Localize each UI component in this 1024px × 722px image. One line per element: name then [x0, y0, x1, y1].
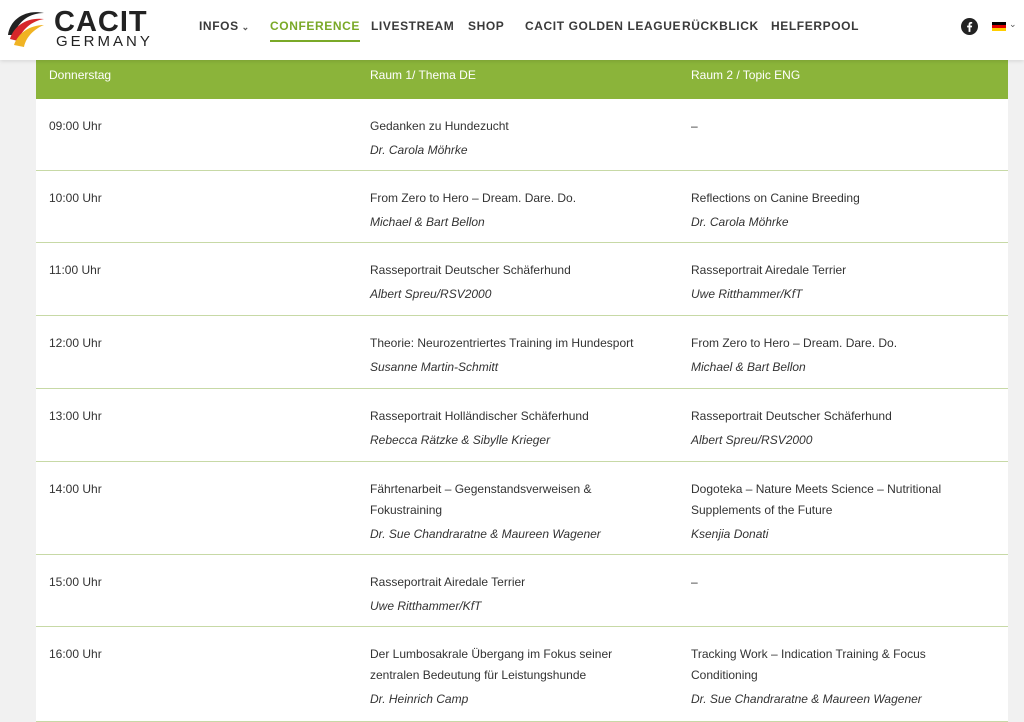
room1-cell [370, 260, 660, 305]
table-row [36, 627, 1008, 722]
room1-cell [370, 406, 660, 451]
session-speaker: Ksenjia Donati [691, 527, 769, 541]
table-row [36, 243, 1008, 316]
chevron-down-icon: ⌄ [241, 22, 250, 32]
session-title: Rasseportrait Deutscher Schäferhund [691, 409, 892, 423]
header-day: Donnerstag [49, 68, 112, 82]
table-row [36, 462, 1008, 555]
session-speaker: Albert Spreu/RSV2000 [370, 287, 492, 301]
session-title: Dogoteka – Nature Meets Science – Nutritional Supplements of the Future [691, 482, 942, 517]
active-underline [270, 40, 360, 42]
session-title: Theorie: Neurozentriertes Training im Hundesport [370, 336, 634, 350]
room2-cell [691, 644, 981, 710]
session-title: Rasseportrait Airedale Terrier [370, 575, 526, 589]
nav-item-label: CONFERENCE [270, 19, 361, 33]
time-cell: 16:00 Uhr [49, 647, 102, 661]
language-switcher[interactable] [992, 21, 1020, 33]
session-title: Fährtenarbeit – Gegenstandsverweisen & Fokustraining [370, 482, 592, 517]
time-cell: 12:00 Uhr [49, 336, 102, 350]
nav-item-label: HELFERPOOL [771, 19, 860, 33]
header-room1: Raum 1/ Thema DE [370, 68, 476, 82]
room1-cell [370, 479, 660, 545]
site-header [0, 0, 1024, 60]
room2-cell [691, 116, 981, 137]
table-row [36, 171, 1008, 243]
session-title: Gedanken zu Hundezucht [370, 119, 509, 133]
session-speaker: Dr. Heinrich Camp [370, 692, 469, 706]
session-title: Reflections on Canine Breeding [691, 191, 860, 205]
room1-cell [370, 644, 660, 710]
time-cell: 14:00 Uhr [49, 482, 102, 496]
schedule-table [36, 51, 1008, 722]
nav-item-label: LIVESTREAM [371, 19, 455, 33]
session-speaker: Dr. Carola Möhrke [691, 215, 789, 229]
facebook-icon[interactable] [961, 18, 978, 35]
time-cell: 11:00 Uhr [49, 263, 101, 277]
session-title: Tracking Work – Indication Training & Focus Conditioning [691, 647, 926, 682]
table-row [36, 555, 1008, 627]
german-flag-icon [992, 22, 1006, 31]
room1-cell [370, 116, 660, 161]
room1-cell [370, 333, 660, 378]
session-speaker: Dr. Carola Möhrke [370, 143, 468, 157]
session-title: Rasseportrait Deutscher Schäferhund [370, 263, 571, 277]
room2-cell [691, 188, 981, 233]
session-title: Der Lumbosakrale Übergang im Fokus seiner zentralen Bedeutung für Leistungshunde [370, 647, 613, 682]
nav-item-label: RÜCKBLICK [682, 19, 759, 33]
nav-item-conference[interactable] [270, 19, 360, 33]
time-cell: 10:00 Uhr [49, 191, 102, 205]
header-room2: Raum 2 / Topic ENG [691, 68, 801, 82]
session-title: From Zero to Hero – Dream. Dare. Do. [370, 191, 577, 205]
nav-item-label: CACIT GOLDEN LEAGUE [525, 19, 682, 33]
session-speaker: Rebecca Rätzke & Sibylle Krieger [370, 433, 551, 447]
table-row [36, 316, 1008, 389]
session-title: Rasseportrait Holländischer Schäferhund [370, 409, 589, 423]
nav-item-shop[interactable] [468, 19, 504, 33]
room2-cell [691, 479, 981, 545]
session-speaker: Michael & Bart Bellon [691, 360, 806, 374]
nav-item-rueckblick[interactable] [682, 19, 759, 33]
table-row [36, 99, 1008, 171]
nav-item-livestream[interactable] [371, 19, 454, 33]
room1-cell [370, 572, 660, 617]
session-speaker: Dr. Sue Chandraratne & Maureen Wagener [370, 527, 601, 541]
session-speaker: Uwe Ritthammer/KfT [370, 599, 482, 613]
logo-swoosh-icon [4, 5, 48, 49]
nav-item-helferpool[interactable] [771, 19, 859, 33]
room1-cell [370, 188, 660, 233]
logo-name: CACIT [54, 6, 148, 38]
time-cell: 13:00 Uhr [49, 409, 102, 423]
nav-item-golden-league[interactable] [525, 19, 681, 33]
session-speaker: Uwe Ritthammer/KfT [691, 287, 803, 301]
session-speaker: Michael & Bart Bellon [370, 215, 485, 229]
session-speaker: Albert Spreu/RSV2000 [691, 433, 813, 447]
time-cell: 15:00 Uhr [49, 575, 102, 589]
session-title: – [691, 119, 698, 133]
session-title: From Zero to Hero – Dream. Dare. Do. [691, 336, 898, 350]
room2-cell [691, 260, 981, 305]
nav-item-label: INFOS [199, 19, 239, 33]
cacit-logo[interactable] [4, 5, 153, 51]
session-speaker: Susanne Martin-Schmitt [370, 360, 499, 374]
session-title: Rasseportrait Airedale Terrier [691, 263, 847, 277]
table-row [36, 389, 1008, 462]
session-title: – [691, 575, 698, 589]
nav-item-infos[interactable] [199, 19, 250, 33]
room2-cell [691, 572, 981, 593]
time-cell: 09:00 Uhr [49, 119, 102, 133]
nav-item-label: SHOP [468, 19, 505, 33]
room2-cell [691, 333, 981, 378]
chevron-down-icon: ⌄ [1009, 19, 1017, 29]
room2-cell [691, 406, 981, 451]
session-speaker: Dr. Sue Chandraratne & Maureen Wagener [691, 692, 922, 706]
logo-subtitle: GERMANY [56, 33, 153, 50]
